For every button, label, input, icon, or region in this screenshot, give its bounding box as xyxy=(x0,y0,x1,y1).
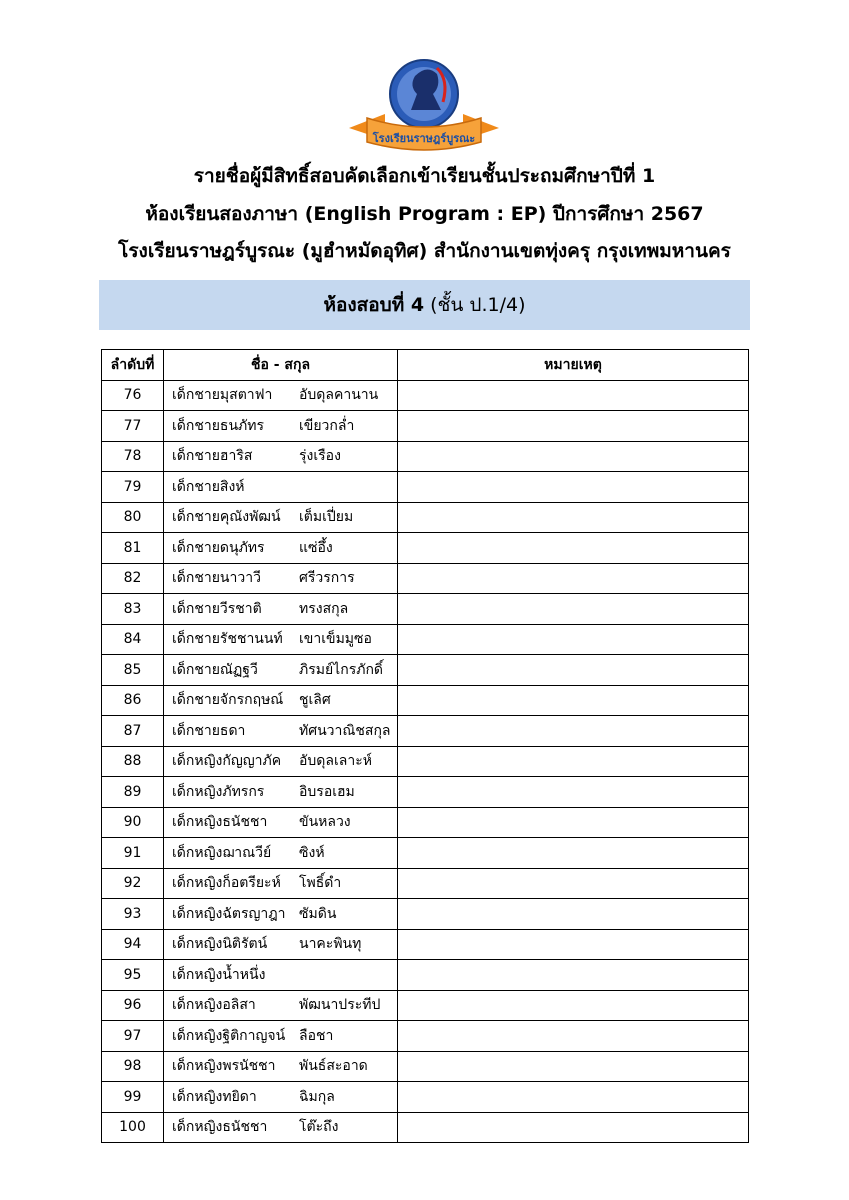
first-name: เด็กชายวีรชาติ xyxy=(172,600,262,617)
row-full-name xyxy=(164,380,398,411)
row-number: 78 xyxy=(102,441,164,472)
table-row xyxy=(102,472,749,503)
table-header-row xyxy=(102,350,749,381)
first-name: เด็กหญิงฉัตรญาฎา xyxy=(172,905,286,922)
row-full-name xyxy=(164,441,398,472)
exam-room-grade: (ชั้น ป.1/4) xyxy=(430,294,526,316)
row-number: 96 xyxy=(102,990,164,1021)
row-remark xyxy=(398,594,749,625)
table-row xyxy=(102,502,749,533)
row-remark xyxy=(398,716,749,747)
row-number: 91 xyxy=(102,838,164,869)
row-remark xyxy=(398,624,749,655)
row-full-name xyxy=(164,563,398,594)
row-full-name xyxy=(164,624,398,655)
row-full-name xyxy=(164,807,398,838)
row-remark xyxy=(398,1051,749,1082)
row-number: 85 xyxy=(102,655,164,686)
table-row xyxy=(102,563,749,594)
table-row xyxy=(102,1082,749,1113)
row-remark xyxy=(398,990,749,1021)
row-number: 93 xyxy=(102,899,164,930)
table-row xyxy=(102,929,749,960)
header-name: ชื่อ - สกุล xyxy=(164,350,398,381)
row-full-name xyxy=(164,1082,398,1113)
first-name: เด็กหญิงธนัชชา xyxy=(172,814,268,831)
row-full-name xyxy=(164,411,398,442)
row-number: 94 xyxy=(102,929,164,960)
row-remark xyxy=(398,472,749,503)
row-remark xyxy=(398,533,749,564)
row-remark xyxy=(398,380,749,411)
table-row xyxy=(102,807,749,838)
row-full-name xyxy=(164,990,398,1021)
row-number: 82 xyxy=(102,563,164,594)
row-number: 79 xyxy=(102,472,164,503)
table-row xyxy=(102,716,749,747)
last-name: พัฒนาประทีป xyxy=(299,997,381,1014)
row-remark xyxy=(398,777,749,808)
first-name: เด็กหญิงอลิสา xyxy=(172,997,256,1014)
table-row xyxy=(102,777,749,808)
table-row xyxy=(102,655,749,686)
last-name: ทัศนวาณิชสกุล xyxy=(299,722,391,739)
last-name: โพธิ์ดำ xyxy=(299,875,342,892)
last-name: เขาเข็มมูซอ xyxy=(299,631,372,648)
row-full-name xyxy=(164,868,398,899)
first-name: เด็กชายมุสตาฟา xyxy=(172,387,273,404)
row-remark xyxy=(398,655,749,686)
first-name: เด็กชายฮาริส xyxy=(172,448,253,465)
last-name: เต็มเปี่ยม xyxy=(299,509,354,526)
table-row xyxy=(102,411,749,442)
row-remark xyxy=(398,746,749,777)
row-number: 89 xyxy=(102,777,164,808)
heading-line-3: โรงเรียนราษฎร์บูรณะ (มูฮำหมัดอุทิศ) สำนักงานเขตทุ่งครุ กรุงเทพมหานคร xyxy=(118,240,731,262)
last-name: พันธ์สะอาด xyxy=(299,1058,368,1075)
row-remark xyxy=(398,1082,749,1113)
first-name: เด็กชายณัฏฐวี xyxy=(172,661,258,678)
row-remark xyxy=(398,1112,749,1143)
row-remark xyxy=(398,807,749,838)
table-row xyxy=(102,533,749,564)
last-name: ลือชา xyxy=(299,1027,334,1044)
header-remark: หมายเหตุ xyxy=(398,350,749,381)
last-name: อับดุลคานาน xyxy=(299,387,379,404)
last-name: ชูเลิศ xyxy=(299,692,331,709)
table-row xyxy=(102,1051,749,1082)
table-row xyxy=(102,1112,749,1143)
first-name: เด็กหญิงภัทรกร xyxy=(172,783,265,800)
row-number: 90 xyxy=(102,807,164,838)
row-full-name xyxy=(164,899,398,930)
row-full-name xyxy=(164,594,398,625)
row-full-name xyxy=(164,777,398,808)
candidate-table xyxy=(101,349,749,1143)
first-name: เด็กชายธดา xyxy=(172,722,246,739)
row-full-name xyxy=(164,929,398,960)
last-name: ซิงห์ xyxy=(299,844,325,861)
last-name: อิบรอเฮม xyxy=(299,783,355,800)
row-number: 100 xyxy=(102,1112,164,1143)
exam-room-banner xyxy=(99,280,750,330)
table-row xyxy=(102,380,749,411)
row-full-name xyxy=(164,1112,398,1143)
table-row xyxy=(102,990,749,1021)
row-number: 87 xyxy=(102,716,164,747)
row-number: 97 xyxy=(102,1021,164,1052)
row-full-name xyxy=(164,1051,398,1082)
table-row xyxy=(102,594,749,625)
last-name: นาคะพินทุ xyxy=(299,936,362,953)
row-remark xyxy=(398,838,749,869)
last-name: ฉิมกุล xyxy=(299,1088,335,1105)
last-name: ทรงสกุล xyxy=(299,600,349,617)
row-remark xyxy=(398,502,749,533)
heading-line-2: ห้องเรียนสองภาษา (English Program : EP) ปีการศึกษา 2567 xyxy=(145,203,704,225)
row-remark xyxy=(398,441,749,472)
table-body xyxy=(102,380,749,1143)
last-name: เขียวกล่ำ xyxy=(299,417,355,434)
row-remark xyxy=(398,563,749,594)
exam-room-label: ห้องสอบที่ 4 xyxy=(323,294,425,316)
first-name: เด็กหญิงก็อตรียะห์ xyxy=(172,875,281,892)
row-remark xyxy=(398,868,749,899)
first-name: เด็กหญิงฌาณวีย์ xyxy=(172,844,272,861)
last-name: รุ่งเรือง xyxy=(299,448,341,465)
row-remark xyxy=(398,1021,749,1052)
first-name: เด็กชายธนภัทร xyxy=(172,417,265,434)
first-name: เด็กหญิงนิติรัตน์ xyxy=(172,936,268,953)
row-number: 76 xyxy=(102,380,164,411)
table-row xyxy=(102,441,749,472)
first-name: เด็กหญิงฐิติกาญจน์ xyxy=(172,1027,286,1044)
row-full-name xyxy=(164,685,398,716)
row-number: 92 xyxy=(102,868,164,899)
header-no: ลำดับที่ xyxy=(102,350,164,381)
last-name: ขันหลวง xyxy=(299,814,351,831)
first-name: เด็กชายสิงห์ xyxy=(172,478,245,495)
row-number: 84 xyxy=(102,624,164,655)
row-full-name xyxy=(164,1021,398,1052)
row-full-name xyxy=(164,472,398,503)
table-row xyxy=(102,1021,749,1052)
table-row xyxy=(102,746,749,777)
row-remark xyxy=(398,411,749,442)
row-number: 81 xyxy=(102,533,164,564)
first-name: เด็กชายดนุภัทร xyxy=(172,539,265,556)
row-full-name xyxy=(164,502,398,533)
row-number: 77 xyxy=(102,411,164,442)
first-name: เด็กหญิงพรนัชชา xyxy=(172,1058,276,1075)
first-name: เด็กชายคุณังพัฒน์ xyxy=(172,509,281,526)
last-name: ซัมดิน xyxy=(299,905,337,922)
first-name: เด็กชายนาวาวี xyxy=(172,570,261,587)
row-number: 80 xyxy=(102,502,164,533)
row-number: 95 xyxy=(102,960,164,991)
row-full-name xyxy=(164,716,398,747)
first-name: เด็กหญิงกัญญาภัค xyxy=(172,753,282,770)
row-number: 83 xyxy=(102,594,164,625)
last-name: โต๊ะถึง xyxy=(299,1119,339,1136)
row-number: 88 xyxy=(102,746,164,777)
row-remark xyxy=(398,929,749,960)
school-logo xyxy=(345,58,503,166)
row-remark xyxy=(398,685,749,716)
row-number: 98 xyxy=(102,1051,164,1082)
table-row xyxy=(102,868,749,899)
table-row xyxy=(102,838,749,869)
first-name: เด็กชายรัชชานนท์ xyxy=(172,631,283,648)
first-name: เด็กชายจักรกฤษณ์ xyxy=(172,692,284,709)
first-name: เด็กหญิงธนัชชา xyxy=(172,1119,268,1136)
row-remark xyxy=(398,899,749,930)
table-row xyxy=(102,960,749,991)
table-row xyxy=(102,899,749,930)
row-full-name xyxy=(164,746,398,777)
first-name: เด็กหญิงน้ำหนึ่ง xyxy=(172,966,266,983)
last-name: ศรีวรการ xyxy=(299,570,355,587)
heading-line-1: รายชื่อผู้มีสิทธิ์สอบคัดเลือกเข้าเรียนชั้นประถมศึกษาปีที่ 1 xyxy=(193,165,656,187)
row-full-name xyxy=(164,533,398,564)
row-full-name xyxy=(164,960,398,991)
table-row xyxy=(102,685,749,716)
row-number: 99 xyxy=(102,1082,164,1113)
last-name: อับดุลเลาะห์ xyxy=(299,753,372,770)
last-name: แซ่อึ้ง xyxy=(299,539,333,556)
first-name: เด็กหญิงทยิดา xyxy=(172,1088,257,1105)
table-row xyxy=(102,624,749,655)
row-full-name xyxy=(164,838,398,869)
logo-text: โรงเรียนราษฎร์บูรณะ xyxy=(372,132,476,145)
row-number: 86 xyxy=(102,685,164,716)
row-remark xyxy=(398,960,749,991)
row-full-name xyxy=(164,655,398,686)
last-name: ภิรมย์ไกรภักดิ์ xyxy=(299,661,384,678)
